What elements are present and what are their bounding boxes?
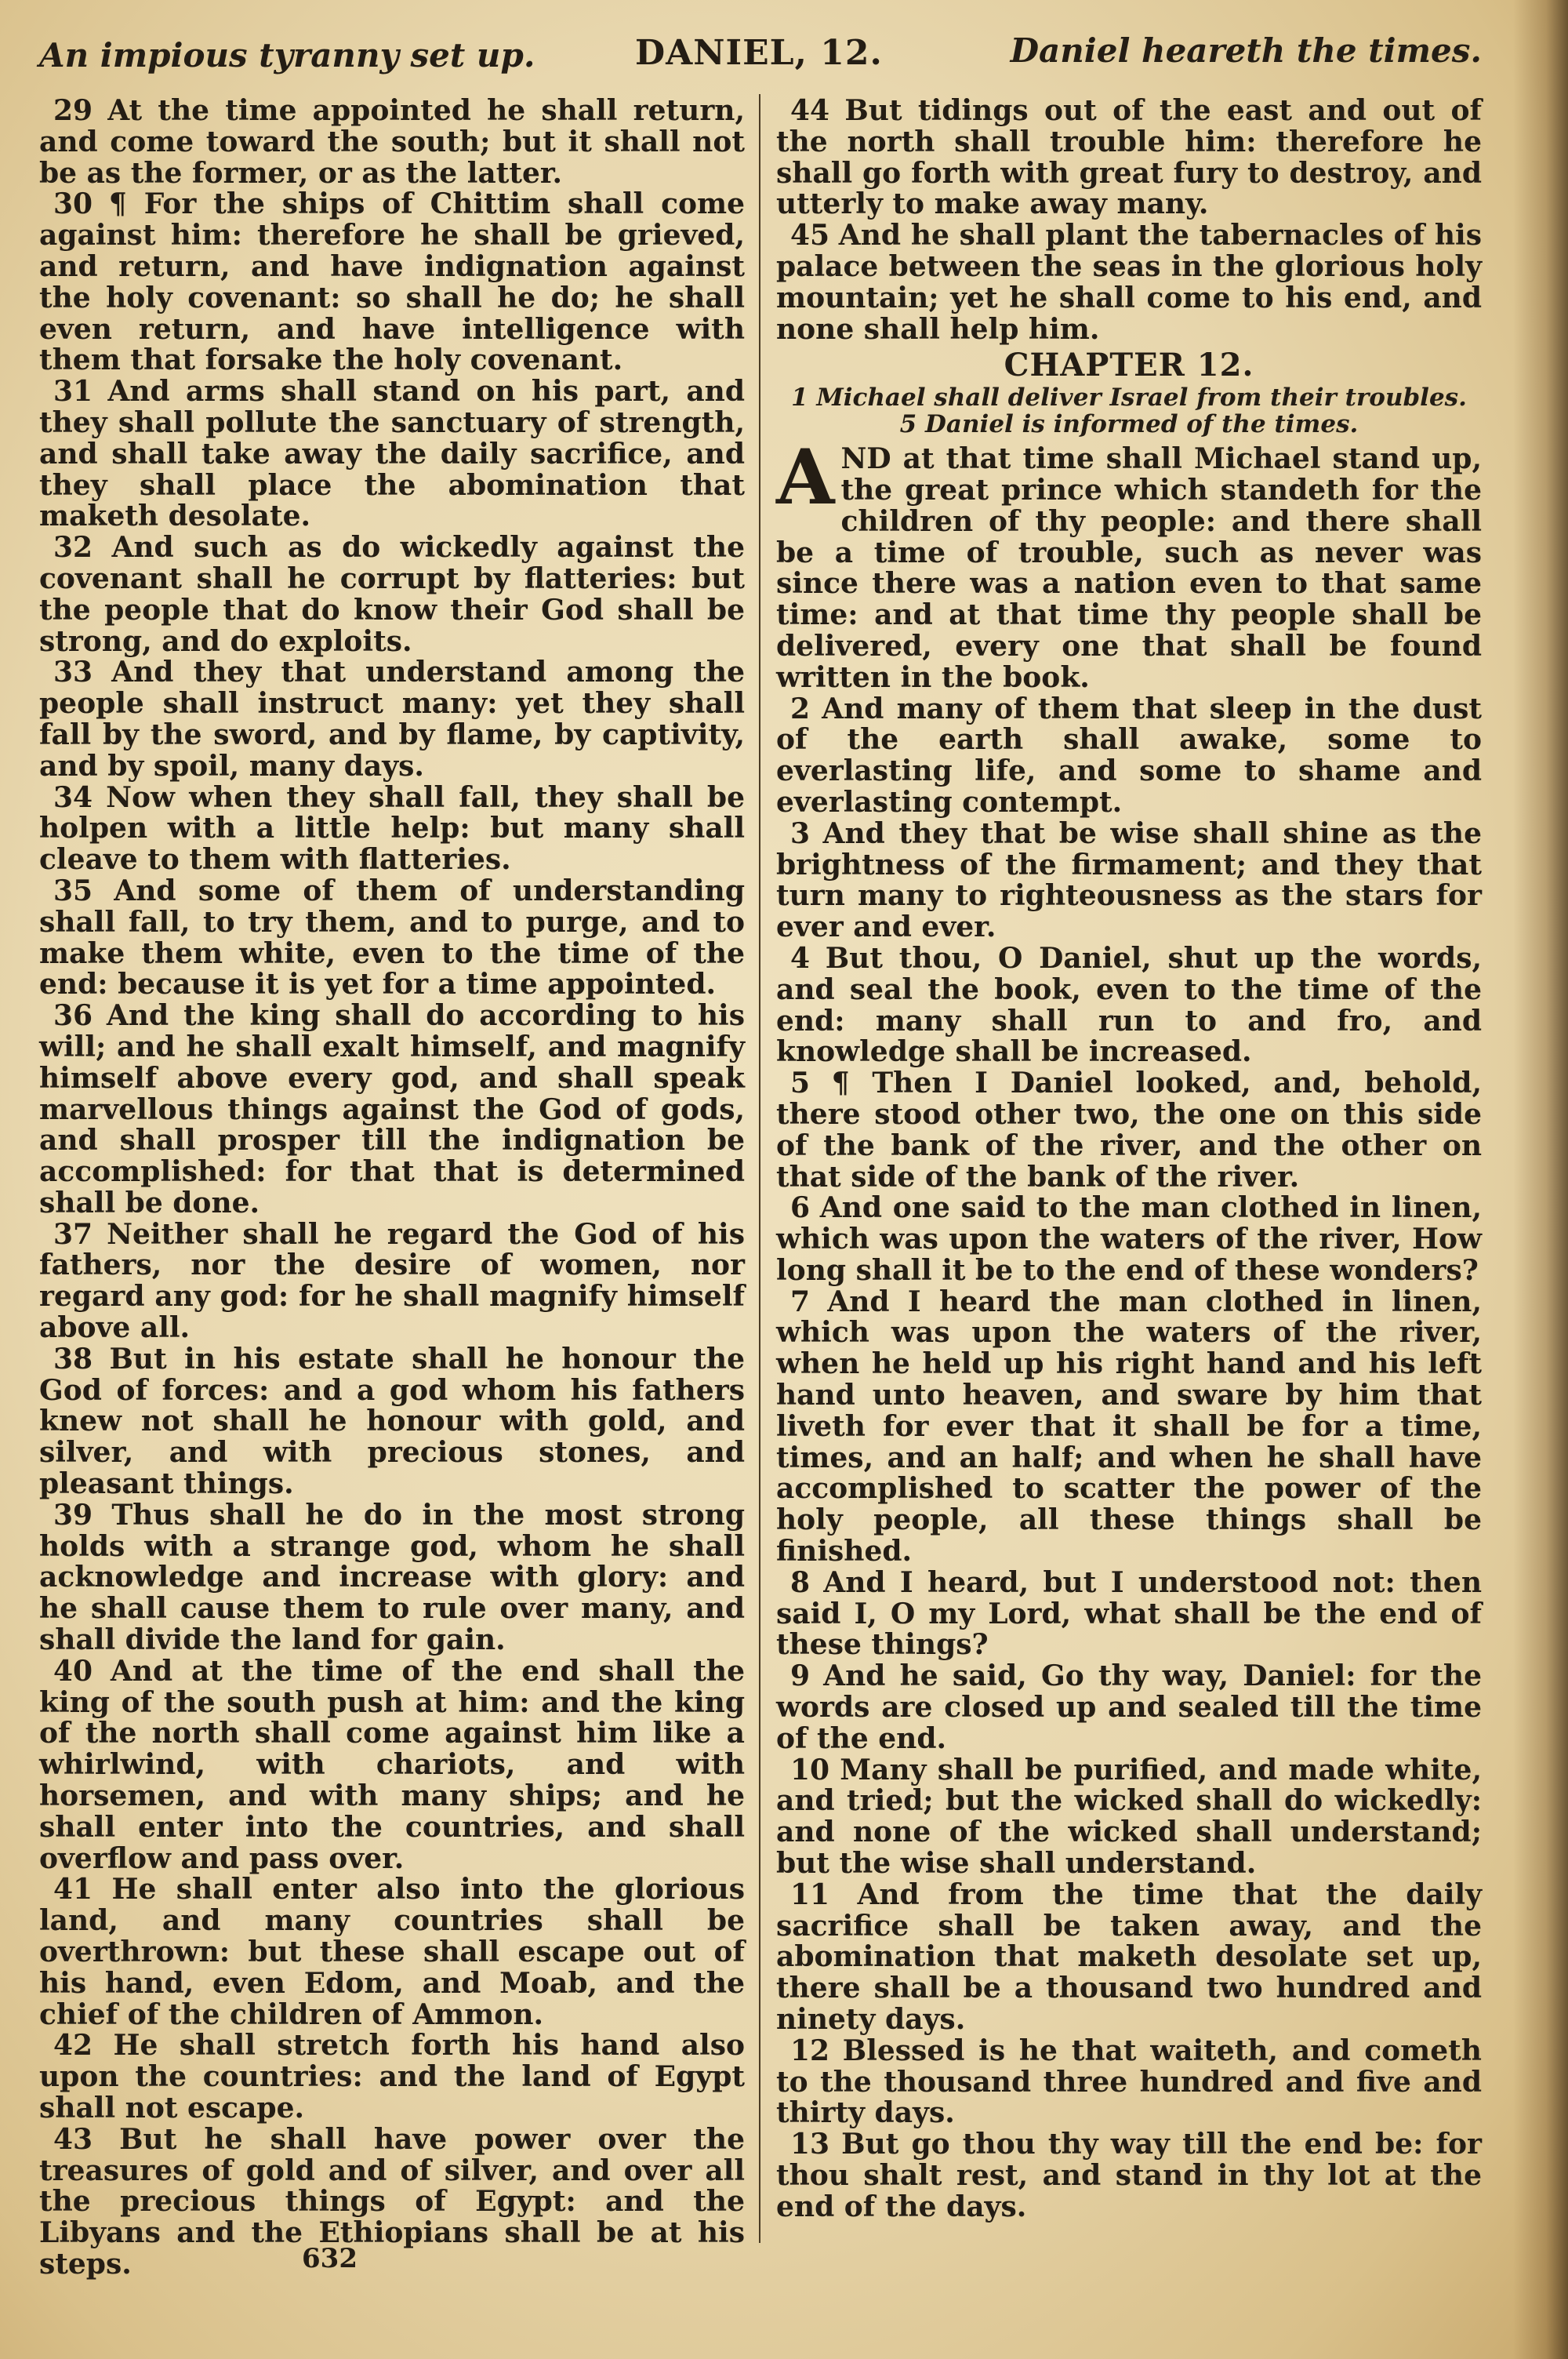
verse-11-42: 42 He shall stretch forth his hand also upon the countries: and the land of Egypt shall not escape. [39,2029,745,2125]
chapter-summary-line-2: 5 Daniel is informed of the times. [899,410,1359,439]
verse-11-34: 34 Now when they shall fall, they shall be holpen with a little help: but many shall cleave to them with flatteries. [39,780,745,877]
verse-11-29: 29 At the time appointed he shall return, and come toward the south; but it shall not be as the former, or as the latter. [39,94,745,190]
left-column [39,96,745,2281]
drop-cap: A [776,433,835,522]
verse-11-31: 31 And arms shall stand on his part, and they shall pollute the sanctuary of strength, and shall take away the daily sacrifice, and they shall place the abomination that maketh desolate. [39,375,745,533]
verse-11-36: 36 And the king shall do according to his will; and he shall exalt himself, and magnify himself above every god, and shall speak marvellous things against the God of gods, and shall prosper till the indignation be accomplished: for that that is determined shall be done. [39,999,745,1219]
verse-11-45: 45 And he shall plant the tabernacles of his palace between the seas in the glorious holy mountain; yet he shall come to his end, and none shall help him. [776,219,1482,346]
header-right-title: Daniel heareth the times. [1010,31,1482,70]
right-column [776,96,1482,2223]
verse-11-38: 38 But in his estate shall he honour the God of forces: and a god whom his fathers knew not shall he honour with gold, and silver, and with precious stones, and pleasant things. [39,1342,745,1501]
verse-12-7: 7 And I heard the man clothed in linen, which was upon the waters of the river, when he held up his right hand and his left hand unto heaven, and sware by him that liveth for ever that it shall be for a time, times, and an half; and when he shall have accomplished to scatter the power of the holy people, all these things shall be finished. [776,1285,1482,1568]
header-book-chapter: DANIEL, 12. [635,33,883,73]
verse-11-40: 40 And at the time of the end shall the king of the south push at him: and the king of the north shall come against him like a whirlwind, with chariots, and with horsemen, and with many ships; and he shall enter into the countries, and shall overflow and pass over. [39,1654,745,1875]
verse-12-12: 12 Blessed is he that waiteth, and cometh to the thousand three hundred and five and thirty days. [776,2034,1482,2130]
verse-11-30: 30 ¶ For the ships of Chittim shall come against him: therefore he shall be grieved, and return, and have indignation against the holy covenant: so shall he do; he shall even return, and have intelligence with them that forsake the holy covenant. [39,187,745,377]
chapter-heading: CHAPTER 12. [1004,347,1254,384]
verse-11-32: 32 And such as do wickedly against the covenant shall he corrupt by flatteries: but the people that do know their God shall be strong, and do exploits. [39,531,745,658]
verse-11-39: 39 Thus shall he do in the most strong holds with a strange god, whom he shall acknowledge and increase with glory: and he shall cause them to rule over many, and shall divide the land for gain. [39,1498,745,1657]
column-divider [759,94,760,2243]
header-left-title: An impious tyranny set up. [39,36,535,75]
verse-12-9: 9 And he said, Go thy way, Daniel: for the words are closed up and sealed till the time of the end. [776,1659,1482,1755]
verse-12-2: 2 And many of them that sleep in the dust of the earth shall awake, some to everlasting life, and some to shame and everlasting contempt. [776,692,1482,819]
verse-11-37: 37 Neither shall he regard the God of his fathers, nor the desire of women, nor regard any god: for he shall magnify himself above all. [39,1217,745,1345]
verse-11-44: 44 But tidings out of the east and out of the north shall trouble him: therefore he shall go forth with great fury to destroy, and utterly to make away many. [776,94,1482,221]
verse-11-35: 35 And some of them of understanding shall fall, to try them, and to purge, and to make them white, even to the time of the end: because it is yet for a time appointed. [39,874,745,1001]
verse-12-10: 10 Many shall be purified, and made white, and tried; but the wicked shall do wickedly: and none of the wicked shall understand; but the wise shall understand. [776,1753,1482,1881]
chapter-summary [776,384,1482,438]
verse-11-33: 33 And they that understand among the people shall instruct many: yet they shall fall by the sword, and by flame, by captivity, and by spoil, many days. [39,656,745,783]
verse-11-43: 43 But he shall have power over the treasures of gold and of silver, and over all the precious things of Egypt: and the Libyans and the Ethiopians shall be at his steps. [39,2122,745,2281]
running-header [39,30,1482,85]
verse-12-8: 8 And I heard, but I understood not: then said I, O my Lord, what shall be the end of these things? [776,1565,1482,1662]
verse-12-11: 11 And from the time that the daily sacrifice shall be taken away, and the abomination that maketh desolate set up, there shall be a thousand two hundred and ninety days. [776,1877,1482,2037]
verse-12-1: AND at that time shall Michael stand up, the great prince which standeth for the children of thy people: and there shall be a time of trouble, such as never was since there was a nation even to that same time: and at that time thy people shall be delivered, every one that shall be found written in the book. [776,433,1482,694]
verse-11-41: 41 He shall enter also into the glorious land, and many countries shall be overthrown: but these shall escape out of his hand, even Edom, and Moab, and the chief of the children of Ammon. [39,1873,745,2031]
verse-12-5: 5 ¶ Then I Daniel looked, and, behold, there stood other two, the one on this side of the bank of the river, and the other on that side of the bank of the river. [776,1067,1482,1194]
verse-12-4: 4 But thou, O Daniel, shut up the words, and seal the book, even to the time of the end: many shall run to and fro, and knowledge shall be increased. [776,941,1482,1069]
page-number: 632 [302,2243,358,2274]
verse-12-13: 13 But go thou thy way till the end be: for thou shalt rest, and stand in thy lot at the end of the days. [776,2128,1482,2223]
book-spine-shadow [1513,0,1568,2359]
verse-12-6: 6 And one said to the man clothed in linen, which was upon the waters of the river, How long shall it be to the end of these wonders? [776,1191,1482,1287]
chapter-summary-line-1: 1 Michael shall deliver Israel from their troubles. [791,383,1467,413]
verse-12-3: 3 And they that be wise shall shine as the brightness of the firmament; and they that turn many to righteousness as the stars for ever and ever. [776,816,1482,944]
